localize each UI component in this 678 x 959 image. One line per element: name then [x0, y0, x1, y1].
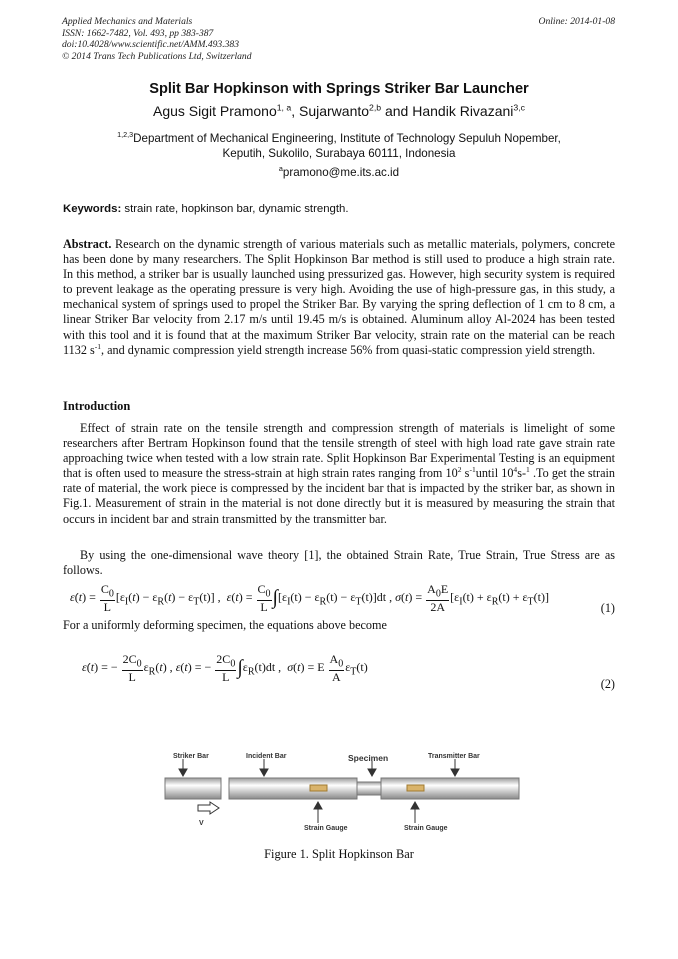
equation-1: ε̇(t) = $\frac{C_0}{L}$ $[\varepsilon_I(t) - \varepsilon_R(t) - \varepsilon_T(t)]$ , ε(t) = $\frac{C_0}{L}$ $\int[\varepsilon_I(t) - \varepsilon_R(t) - \varepsilon_T(t)]dt$ , σ(t) = $\frac{A_0E}{2A}$ $[\varepsilon_I(t) + \varepsilon_R(t) + \varepsilon_T(t)]$	[70, 582, 549, 615]
fraction: $\frac{A_0}{A}$	[329, 652, 344, 685]
label-strain-gauge-1: Strain Gauge	[304, 825, 348, 832]
keywords	[63, 203, 349, 215]
section-heading: Introduction	[63, 399, 131, 413]
paper-title: Split Bar Hopkinson with Springs Striker Bar Launcher	[149, 81, 529, 97]
label-strain-gauge-2: Strain Gauge	[404, 825, 448, 832]
affil-line1: Department of Mechanical Engineering, Institute of Technology Sepuluh Nopember,	[133, 132, 561, 145]
equation-2: ε̇(t) = − $\frac{2C_0}{L}$ $\varepsilon_R(t)$ , ε(t) = − $\frac{2C_0}{L}$ $\int\varepsilon_R(t)dt$ , σ(t) = E $\frac{A_0}{A}$ $\varepsilon_T(t)$	[82, 652, 368, 685]
text: s	[461, 466, 470, 481]
incident-bar	[229, 778, 357, 799]
affil-sup: 1,2,3	[117, 130, 134, 140]
author-affil-sup: 3,c	[513, 102, 525, 113]
text: .To get the strain rate of material, the work piece is compressed by the incident bar that is impacted by the striker bar, as shown in Fig.1. Measurement of strain in the material is not done directly but it is measured by measuring the strain that occurs in incident bar and strain transmitted by the transmitter bar.	[63, 466, 615, 526]
copyright: © 2014 Trans Tech Publications Ltd, Switzerland	[62, 50, 252, 62]
fraction: $\frac{2C_0}{L}$	[216, 652, 236, 685]
email-sup: a	[278, 164, 283, 174]
author-affil-sup: 2,b	[369, 102, 382, 113]
text: until 10	[475, 466, 514, 481]
doi: doi:10.4028/www.scientific.net/AMM.493.383	[62, 39, 240, 50]
unit-sup: -1	[94, 341, 102, 351]
issn: ISSN: 1662-7482, Vol. 493, pp 383-387	[62, 27, 214, 39]
label-incident-bar: Incident Bar	[246, 753, 287, 760]
abstract-label: Abstract.	[63, 237, 112, 251]
author-email	[0, 166, 678, 179]
author-separator: ,	[291, 103, 299, 119]
intro-paragraph-2: By using the one-dimensional wave theory [1], the obtained Strain Rate, True Strain, True Stress are as follows.	[63, 548, 615, 578]
transmitter-bar	[381, 778, 519, 799]
strain-gauge	[310, 785, 327, 791]
intro-paragraph-1	[63, 421, 615, 527]
author-list	[0, 103, 678, 119]
figure-split-hopkinson-bar	[162, 745, 522, 840]
label-velocity: V	[199, 820, 204, 827]
figure-caption: Figure 1. Split Hopkinson Bar	[264, 847, 414, 861]
strain-gauge	[407, 785, 424, 791]
journal-name: Applied Mechanics and Materials	[62, 16, 193, 27]
fraction: $\frac{C_0}{L}$	[100, 582, 114, 615]
author-affil-sup: 1, a	[276, 102, 292, 113]
keywords-label: Keywords:	[63, 203, 122, 215]
abstract	[63, 237, 615, 358]
text: Effect of strain rate on the tensile strength and compression strength of materials is limelight of some researchers after Bertram Hopkinson found that the tensile strength of steel with high load rate gave strain rate approaching twice when tested with a low strain rate. Split Hopkinson Bar Experimental Testing is an equipment that is often used to measure the stress-strain at high strain rates ranging from 10	[63, 421, 615, 481]
equation-number: (2)	[600, 677, 615, 691]
bar-diagram	[162, 745, 522, 840]
specimen	[357, 782, 381, 795]
equation-number: (1)	[600, 601, 615, 615]
intro-paragraph-3: For a uniformly deforming specimen, the equations above become	[63, 618, 387, 632]
sup: 1	[526, 465, 530, 475]
fraction: $\frac{C_0}{L}$	[257, 582, 271, 615]
author-name: Agus Sigit Pramono	[153, 103, 277, 119]
affiliation	[0, 131, 678, 161]
sup: 4	[513, 465, 518, 475]
abstract-text-end: , and dynamic compression yield strength increase 56% from quasi-static compression yield strength.	[101, 342, 596, 357]
author-name: Handik Rivazani	[412, 103, 514, 119]
abstract-text: Research on the dynamic strength of various materials such as metallic materials, polymers, concrete has been done by many researchers. The Split Hopkinson Bar method is still used to produce a high strain rate. In this method, a striker bar is usually launched using pressurized gas. However, high security system is required to prevent leakage as the operating pressure is very high. Avoiding the use of high-pressure gas, in this study, a mechanical system of springs used to propel the Striker Bar. By varying the spring deflection of 1 cm to 8 cm, a linear Striker Bar velocity from 2.17 m/s until 19.45 m/s is obtained. Aluminum alloy Al-2024 has been tested with this tool and it is found that at the maximum Striker Bar velocity, strain rate on the material can be reach 1132 s	[63, 237, 615, 357]
affil-line2: Keputih, Sukolilo, Surabaya 60111, Indonesia	[222, 147, 456, 160]
journal-header	[62, 16, 252, 62]
author-separator: and	[381, 103, 413, 119]
text: s-	[517, 466, 527, 481]
fraction: $\frac{2C_0}{L}$	[122, 652, 142, 685]
email-text: pramono@me.its.ac.id	[282, 166, 400, 179]
sup: -1	[469, 465, 476, 475]
sup: 2	[457, 465, 462, 475]
online-date: Online: 2014-01-08	[538, 16, 615, 27]
label-striker-bar: Striker Bar	[173, 753, 209, 760]
label-specimen: Specimen	[348, 753, 389, 763]
author-name: Sujarwanto	[298, 103, 370, 119]
fraction: $\frac{A_0E}{2A}$	[427, 582, 449, 615]
keywords-text: strain rate, hopkinson bar, dynamic strength.	[121, 203, 349, 215]
label-transmitter-bar: Transmitter Bar	[428, 753, 480, 760]
striker-bar	[165, 778, 221, 799]
